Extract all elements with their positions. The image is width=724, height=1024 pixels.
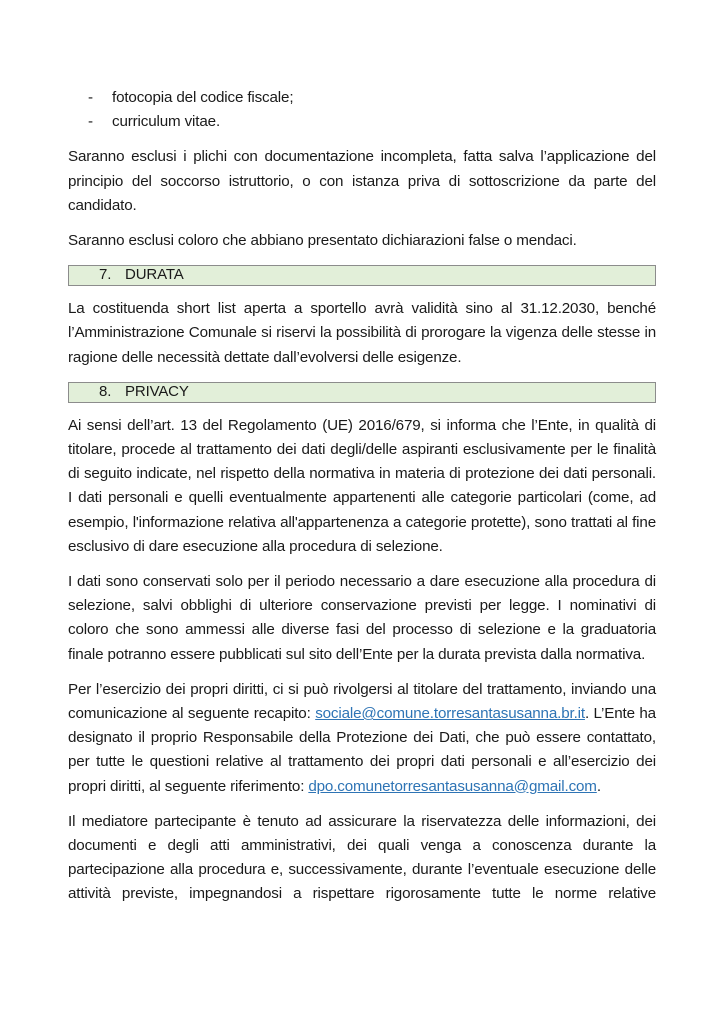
exclusion-paragraph-false-declarations: Saranno esclusi coloro che abbiano presentato dichiarazioni false o mendaci. xyxy=(68,232,577,250)
durata-paragraph: La costituenda short list aperta a sportello avrà validità sino al 31.12.2030, benché l’Amministrazione Comunale si riservi la possibilità di prorogare la vigenza delle stesse in ragione delle necessità dettate dall’evolversi delle esigenze. xyxy=(68,300,656,366)
privacy-paragraph-rights xyxy=(68,678,656,799)
bullet-dash: - xyxy=(88,89,93,106)
email-link-sociale[interactable]: sociale@comune.torresantasusanna.br.it xyxy=(315,705,585,723)
privacy-paragraph-gdpr: Ai sensi dell’art. 13 del Regolamento (UE) 2016/679, si informa che l’Ente, in qualità di titolare, procede al trattamento dei dati degli/delle aspiranti esclusivamente per le finalità di seguito indicate, nel rispetto della normativa in materia di protezione dei dati personali. I dati personali e quelli eventualmente appartenenti alle categorie particolari (come, ad esempio, l'informazione relativa all'appartenenza a categorie protette), sono trattati al fine esclusivo di dare esecuzione alla procedura di selezione. xyxy=(68,416,656,555)
bullet-dash: - xyxy=(88,113,93,131)
required-documents-list xyxy=(88,86,656,134)
document-page xyxy=(68,86,656,907)
section-header-durata xyxy=(68,265,656,286)
rights-text-part3: . xyxy=(596,777,601,795)
exclusion-paragraph-incomplete: Saranno esclusi i plichi con documentazione incompleta, fatta salva l’applicazione del principio del soccorso istruttorio, o con istanza priva di sottoscrizione da parte del candidato. xyxy=(68,148,656,214)
list-item xyxy=(88,110,656,134)
email-link-dpo[interactable]: dpo.comunetorresantasusanna@gmail.com xyxy=(308,777,597,795)
section-title: DURATA xyxy=(125,266,184,284)
list-item-text: curriculum vitae. xyxy=(112,113,221,131)
rights-text-part2: . L’Ente ha designato il proprio Responsabile della Protezione dei Dati, che può essere contattato, per tutte le questioni relative al trattamento dei propri dati personali e all’esercizio dei propri diritti, al seguente riferimento: xyxy=(68,705,656,795)
section-number: 8. xyxy=(99,382,112,400)
privacy-paragraph-confidentiality: Il mediatore partecipante è tenuto ad assicurare la riservatezza delle informazioni, dei documenti e degli atti amministrativi, dei quali venga a conoscenza durante la partecipazione alla procedura e, successivamente, durante l’eventuale esecuzione delle attività previste, impegnandosi a rispettare rigorosamente tutte le norme relative xyxy=(68,812,656,903)
privacy-paragraph-retention: I dati sono conservati solo per il periodo necessario a dare esecuzione alla procedura di selezione, salvi obblighi di ulteriore conservazione previsti per legge. I nominativi di coloro che sono ammessi alle diverse fasi del processo di selezione e la graduatoria finale potranno essere pubblicati sul sito dell’Ente per la durata prevista dalla normativa. xyxy=(68,573,656,663)
section-number: 7. xyxy=(99,266,112,284)
rights-text-part1: Per l’esercizio dei propri diritti, ci si può rivolgersi al titolare del trattamento, inviando una comunicazione al seguente recapito: xyxy=(68,680,656,723)
section-title: PRIVACY xyxy=(125,382,189,400)
list-item xyxy=(88,86,656,110)
list-item-text: fotocopia del codice fiscale; xyxy=(112,89,294,106)
section-header-privacy xyxy=(68,382,656,403)
